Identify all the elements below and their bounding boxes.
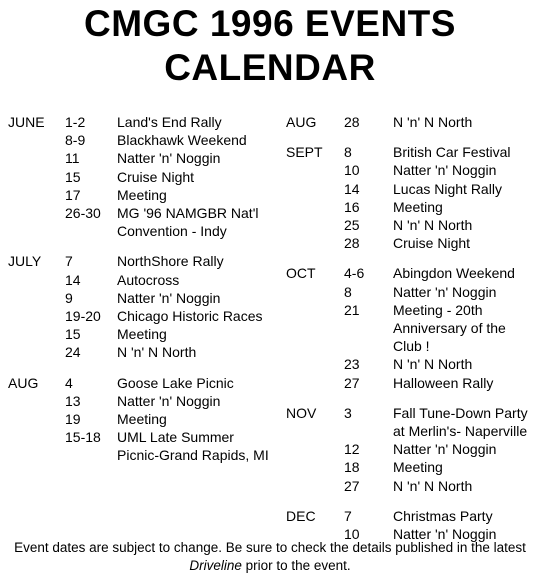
event-row [286,161,536,179]
month-block [8,113,270,240]
month-block [286,113,536,131]
event-name: N 'n' N North [393,217,473,234]
event-row [286,234,536,252]
event-date: 18 [344,459,360,476]
event-name: Meeting [117,326,167,343]
event-date: 16 [344,198,360,215]
event-row [286,404,536,440]
event-name: Cruise Night [117,168,195,185]
event-row [8,252,270,270]
event-row [8,325,270,343]
event-date: 28 [344,235,360,252]
event-name: Meeting [393,198,443,215]
event-date: 8 [344,144,352,161]
event-row [286,477,536,495]
event-row [286,440,536,458]
event-row [286,355,536,373]
month-label: OCT [286,265,316,282]
event-row [8,392,270,410]
event-name: Natter 'n' Noggin [393,441,497,458]
event-date: 26-30 [65,205,101,222]
event-row [286,283,536,301]
month-label: JUNE [8,114,45,130]
event-row [8,204,270,240]
event-name: Cruise Night [393,235,471,252]
event-name: N 'n' N North [393,477,473,494]
event-name: British Car Festival [393,144,511,161]
event-name: Natter 'n' Noggin [393,526,497,543]
event-row [286,180,536,198]
event-date: 8 [344,283,352,300]
event-row [286,507,536,525]
event-name: MG '96 NAMGBR Nat'l Convention - Indy [117,205,259,240]
event-name: Fall Tune-Down Party at Merlin's- Naperville [393,404,528,440]
event-name: N 'n' N North [117,344,197,361]
event-row [8,113,270,131]
event-row [8,186,270,204]
event-row [8,428,270,464]
event-name: Blackhawk Weekend [117,132,247,149]
event-date: 9 [65,289,73,306]
event-row [8,410,270,428]
event-date: 27 [344,374,360,391]
event-date: 19-20 [65,308,101,325]
event-date: 19 [65,411,81,428]
event-name: Land's End Rally [117,114,222,130]
event-date: 11 [65,150,80,167]
event-name: Lucas Night Rally [393,180,502,197]
event-date: 25 [344,217,360,234]
event-name: Autocross [117,271,180,288]
event-name: Christmas Party [393,507,493,524]
event-row [286,301,536,356]
event-name: Natter 'n' Noggin [393,283,497,300]
month-label: AUG [8,374,39,391]
month-block [8,252,270,361]
event-row [8,289,270,307]
event-date: 8-9 [65,132,86,149]
event-date: 15 [65,168,81,185]
month-label: JULY [8,253,42,270]
month-block [286,264,536,391]
month-label: DEC [286,507,316,524]
title-line-1: CMGC 1996 EVENTS [84,3,456,44]
event-date: 27 [344,477,360,494]
event-date: 3 [344,404,352,421]
event-date: 14 [344,180,360,197]
event-date: 21 [344,301,360,318]
event-name: NorthShore Rally [117,253,224,270]
event-name: Meeting - 20th Anniversary of the Club ! [393,301,506,355]
event-row [8,131,270,149]
event-name: Natter 'n' Noggin [117,392,221,409]
event-date: 7 [65,253,73,270]
calendar-title [0,2,540,90]
event-row [8,168,270,186]
event-row [286,113,536,131]
footnote [0,539,540,574]
event-date: 10 [344,526,360,543]
event-date: 15-18 [65,429,101,446]
event-date: 24 [65,344,81,361]
event-date: 23 [344,356,360,373]
footnote-text: Event dates are subject to change. Be sure to check the details published in the latest [14,540,526,555]
month-block [286,404,536,495]
event-date: 7 [344,507,352,524]
right-column [286,113,536,555]
event-name: Meeting [117,411,167,428]
month-label: NOV [286,404,317,421]
month-label: AUG [286,114,317,130]
event-name: Natter 'n' Noggin [117,289,221,306]
event-row [8,149,270,167]
event-date: 10 [344,162,360,179]
event-row [286,143,536,161]
event-row [8,343,270,361]
month-block [8,374,270,465]
event-name: Natter 'n' Noggin [117,150,221,167]
footnote-publication: Driveline [189,557,242,573]
event-row [286,458,536,476]
event-row [8,271,270,289]
event-date: 1-2 [65,114,86,130]
month-block [286,143,536,252]
title-line-2: CALENDAR [164,47,376,88]
event-date: 28 [344,114,360,130]
event-name: Halloween Rally [393,374,494,391]
event-name: Meeting [393,459,443,476]
event-row [8,307,270,325]
event-date: 12 [344,441,360,458]
event-name: Natter 'n' Noggin [393,162,497,179]
event-name: Chicago Historic Races [117,308,263,325]
event-name: Abingdon Weekend [393,265,515,282]
footnote-text-end: prior to the event. [241,557,351,573]
event-name: UML Late Summer Picnic-Grand Rapids, MI [117,429,269,464]
month-label: SEPT [286,144,323,161]
event-date: 14 [65,271,81,288]
event-name: Meeting [117,186,167,203]
event-date: 15 [65,326,81,343]
event-date: 13 [65,392,81,409]
event-row [286,198,536,216]
event-name: N 'n' N North [393,114,473,130]
left-column [8,113,270,477]
event-row [286,216,536,234]
event-date: 4-6 [344,265,365,282]
event-name: N 'n' N North [393,356,473,373]
event-row [8,374,270,392]
event-row [286,374,536,392]
event-date: 4 [65,374,73,391]
event-name: Goose Lake Picnic [117,374,234,391]
event-date: 17 [65,186,81,203]
event-row [286,264,536,282]
month-block [286,507,536,543]
